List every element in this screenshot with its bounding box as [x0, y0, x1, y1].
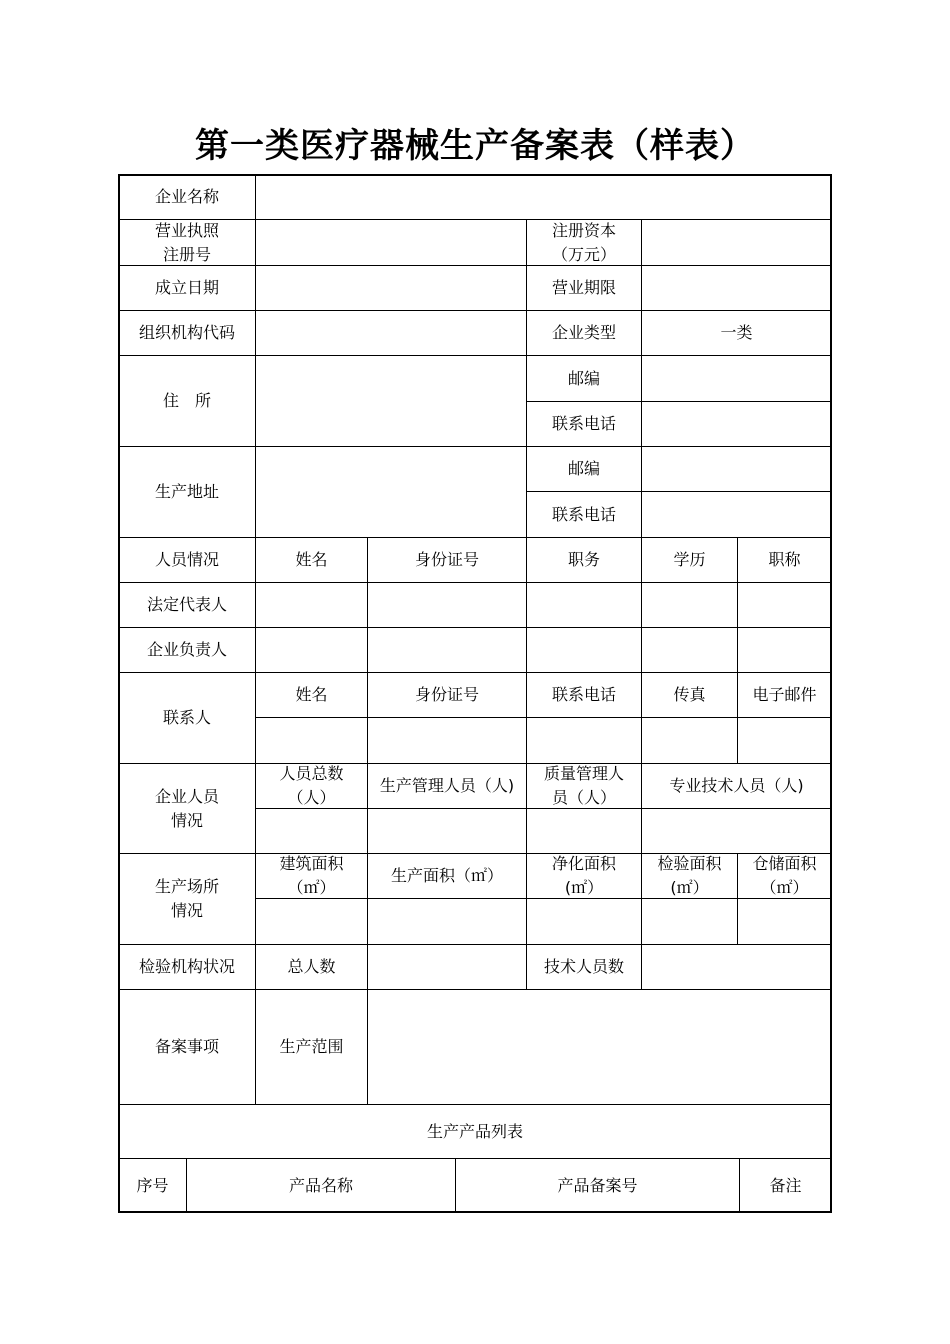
production-postcode-label: 邮编 [526, 446, 642, 492]
orgcode-label: 组织机构代码 [118, 310, 256, 356]
site-building-header: 建筑面积 （㎡） [255, 853, 368, 899]
site-label: 生产场所 情况 [118, 853, 256, 945]
staff-prod-mgmt-header: 生产管理人员（人) [367, 763, 527, 809]
contact-header-fax: 传真 [641, 672, 738, 718]
product-header-name: 产品名称 [186, 1158, 456, 1213]
type-value[interactable]: 一类 [641, 310, 832, 356]
staff-tech-header: 专业技术人员（人) [641, 763, 832, 809]
production-phone-field[interactable] [641, 491, 832, 538]
contact-label: 联系人 [118, 672, 256, 764]
manager-label: 企业负责人 [118, 627, 256, 673]
founded-label: 成立日期 [118, 265, 256, 311]
personnel-header-education: 学历 [641, 537, 738, 583]
company-name-label: 企业名称 [118, 174, 256, 220]
contact-header-email: 电子邮件 [737, 672, 832, 718]
staff-total-field[interactable] [255, 808, 368, 854]
contact-fax-field[interactable] [641, 717, 738, 764]
production-postcode-field[interactable] [641, 446, 832, 492]
production-address-field[interactable] [255, 446, 527, 538]
contact-header-id: 身份证号 [367, 672, 527, 718]
legal-rep-label: 法定代表人 [118, 582, 256, 628]
site-storage-field[interactable] [737, 898, 832, 945]
inspection-total-label: 总人数 [255, 944, 368, 990]
license-field[interactable] [255, 219, 527, 266]
personnel-header-position: 职务 [526, 537, 642, 583]
term-label: 营业期限 [526, 265, 642, 311]
term-field[interactable] [641, 265, 832, 311]
manager-name-field[interactable] [255, 627, 368, 673]
site-inspection-field[interactable] [641, 898, 738, 945]
product-list-title: 生产产品列表 [118, 1104, 832, 1159]
scope-field[interactable] [367, 989, 832, 1105]
residence-phone-label: 联系电话 [526, 401, 642, 447]
legal-rep-education-field[interactable] [641, 582, 738, 628]
staff-prod-mgmt-field[interactable] [367, 808, 527, 854]
page-title: 第一类医疗器械生产备案表（样表） [195, 126, 755, 166]
manager-education-field[interactable] [641, 627, 738, 673]
residence-postcode-label: 邮编 [526, 355, 642, 402]
site-clean-header: 净化面积 (㎡） [526, 853, 642, 899]
manager-id-field[interactable] [367, 627, 527, 673]
site-clean-field[interactable] [526, 898, 642, 945]
legal-rep-position-field[interactable] [526, 582, 642, 628]
inspection-tech-label: 技术人员数 [526, 944, 642, 990]
residence-phone-field[interactable] [641, 401, 832, 447]
product-header-remark: 备注 [739, 1158, 832, 1213]
type-label: 企业类型 [526, 310, 642, 356]
filing-label: 备案事项 [118, 989, 256, 1105]
capital-label: 注册资本 （万元） [526, 219, 642, 266]
inspection-total-field[interactable] [367, 944, 527, 990]
legal-rep-id-field[interactable] [367, 582, 527, 628]
license-label: 营业执照 注册号 [118, 219, 256, 266]
personnel-header-title: 职称 [737, 537, 832, 583]
legal-rep-title-field[interactable] [737, 582, 832, 628]
site-production-field[interactable] [367, 898, 527, 945]
staff-tech-field[interactable] [641, 808, 832, 854]
legal-rep-name-field[interactable] [255, 582, 368, 628]
company-name-field[interactable] [255, 174, 832, 220]
site-storage-header: 仓储面积 （㎡） [737, 853, 832, 899]
contact-name-field[interactable] [255, 717, 368, 764]
inspection-label: 检验机构状况 [118, 944, 256, 990]
founded-field[interactable] [255, 265, 527, 311]
orgcode-field[interactable] [255, 310, 527, 356]
production-phone-label: 联系电话 [526, 491, 642, 538]
site-inspection-header: 检验面积 (㎡） [641, 853, 738, 899]
contact-header-phone: 联系电话 [526, 672, 642, 718]
personnel-header-name: 姓名 [255, 537, 368, 583]
product-header-no: 序号 [118, 1158, 187, 1213]
residence-postcode-field[interactable] [641, 355, 832, 402]
personnel-label: 人员情况 [118, 537, 256, 583]
staff-label: 企业人员 情况 [118, 763, 256, 854]
staff-quality-field[interactable] [526, 808, 642, 854]
scope-label: 生产范围 [255, 989, 368, 1105]
site-production-header: 生产面积（㎡） [367, 853, 527, 899]
contact-id-field[interactable] [367, 717, 527, 764]
contact-email-field[interactable] [737, 717, 832, 764]
staff-total-header: 人员总数 （人） [255, 763, 368, 809]
capital-field[interactable] [641, 219, 832, 266]
manager-position-field[interactable] [526, 627, 642, 673]
residence-label: 住 所 [118, 355, 256, 447]
inspection-tech-field[interactable] [641, 944, 832, 990]
contact-header-name: 姓名 [255, 672, 368, 718]
personnel-header-id: 身份证号 [367, 537, 527, 583]
staff-quality-header: 质量管理人 员（人） [526, 763, 642, 809]
residence-field[interactable] [255, 355, 527, 447]
product-header-filing-no: 产品备案号 [455, 1158, 740, 1213]
contact-phone-field[interactable] [526, 717, 642, 764]
site-building-field[interactable] [255, 898, 368, 945]
manager-title-field[interactable] [737, 627, 832, 673]
production-address-label: 生产地址 [118, 446, 256, 538]
